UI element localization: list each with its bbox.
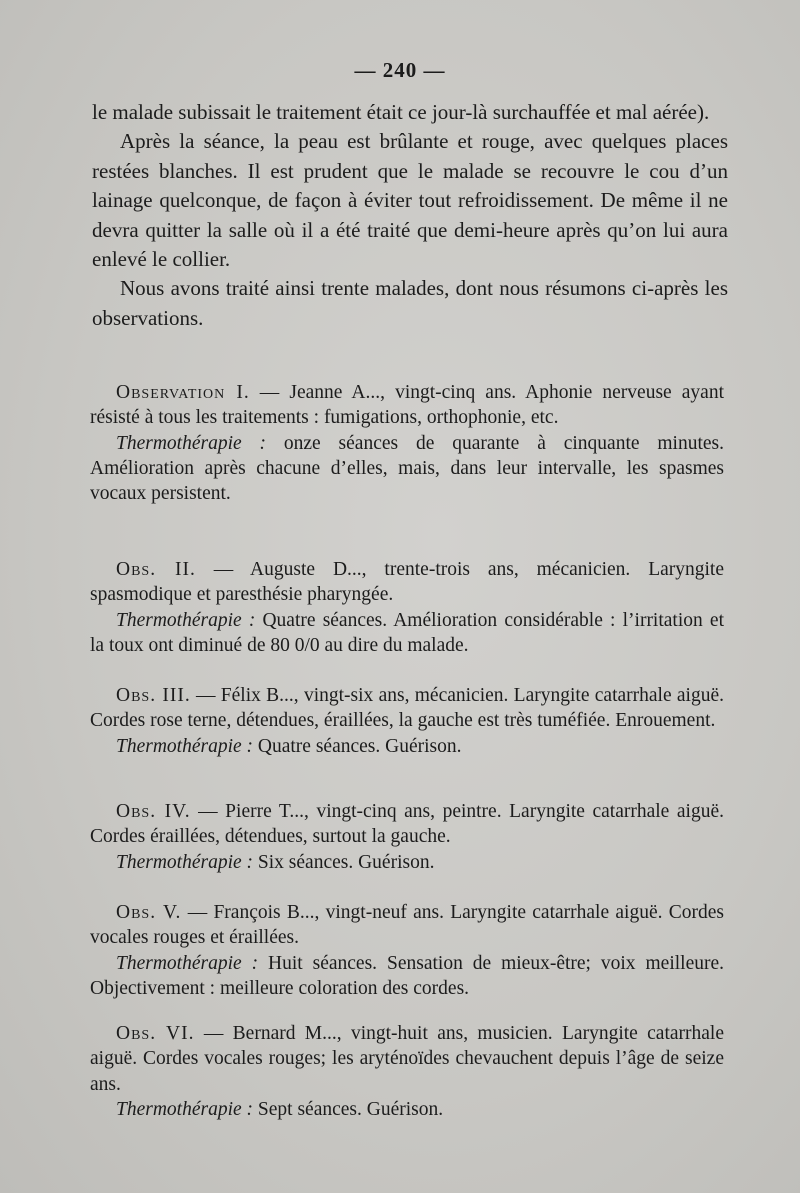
observation-4-therapy-text: Six séances. Guérison. — [253, 851, 435, 873]
observation-2-heading: Obs. II. — [116, 559, 196, 580]
observation-4-therapy — [90, 850, 724, 875]
page-number: — 240 — — [354, 58, 446, 82]
observation-2-therapy — [90, 608, 724, 659]
observation-6-therapy-text: Sept séances. Guérison. — [253, 1098, 444, 1120]
observation-5 — [90, 900, 724, 1001]
observation-1 — [90, 380, 724, 506]
intro-paragraph-3: Nous avons traité ainsi trente malades, dont nous résumons ci-après les observations. — [92, 276, 728, 330]
observation-1-heading: Observation I. — [116, 382, 250, 403]
observation-1-therapy — [90, 431, 724, 507]
observation-6-therapy — [90, 1097, 724, 1122]
observation-5-therapy — [90, 951, 724, 1002]
observation-2-text — [90, 557, 724, 608]
observation-5-text — [90, 900, 724, 951]
intro-paragraph-1: le malade subissait le traitement était ce jour-là surchauffée et mal aérée). — [92, 100, 710, 124]
observation-3-therapy — [90, 734, 724, 759]
observation-4-heading: Obs. IV. — [116, 801, 191, 822]
observation-1-therapy-label: Thermothérapie : — [116, 432, 267, 454]
observation-1-body: — Jeanne A..., vingt-cinq ans. Aphonie nerveuse ayant résisté à tous les traitements : fumigations, orthophonie, etc. — [90, 382, 724, 429]
observation-2-body: — Auguste D..., trente-trois ans, mécanicien. Laryngite spasmodique et paresthésie pharyngée. — [90, 559, 724, 606]
observation-4-body: — Pierre T..., vingt-cinq ans, peintre. Laryngite catarrhale aiguë. Cordes éraillées, détendues, surtout la gauche. — [90, 801, 724, 848]
observation-6 — [90, 1021, 724, 1122]
observation-2-therapy-text: Quatre séances. Amélioration considérable : l’irritation et la toux ont diminué de 80 0/0 au dire du malade. — [90, 609, 724, 656]
observation-4 — [90, 799, 724, 875]
observation-6-heading: Obs. VI. — [116, 1023, 195, 1044]
observation-2 — [90, 557, 724, 658]
observation-3-text — [90, 683, 724, 734]
observation-3 — [90, 683, 724, 759]
observation-5-heading: Obs. V. — [116, 902, 182, 923]
observation-5-therapy-label: Thermothérapie : — [116, 952, 259, 974]
observation-3-heading: Obs. III. — [116, 685, 191, 706]
observation-1-therapy-text: onze séances de quarante à cinquante minutes. Amélioration après chacune d’elles, mais, dans leur intervalle, les spasmes vocaux persistent. — [90, 432, 724, 505]
observation-3-therapy-label: Thermothérapie : — [116, 735, 254, 757]
observation-3-therapy-text: Quatre séances. Guérison. — [253, 735, 462, 757]
observation-6-body: — Bernard M..., vingt-huit ans, musicien. Laryngite catarrhale aiguë. Cordes vocales rouges; les aryténoïdes chevauchent depuis l’âge de seize ans. — [90, 1023, 724, 1095]
intro-text — [92, 98, 728, 333]
observation-2-therapy-label: Thermothérapie : — [116, 609, 256, 631]
observation-5-body: — François B..., vingt-neuf ans. Laryngite catarrhale aiguë. Cordes vocales rouges et éraillées. — [90, 902, 724, 949]
observation-1-text — [90, 380, 724, 431]
observation-4-text — [90, 799, 724, 850]
observation-3-body: — Félix B..., vingt-six ans, mécanicien. Laryngite catarrhale aiguë. Cordes rose terne, détendues, éraillées, la gauche est très tuméfiée. Enrouement. — [90, 685, 725, 732]
observation-4-therapy-label: Thermothérapie : — [116, 851, 254, 873]
observation-6-text — [90, 1021, 724, 1097]
intro-paragraph-2: Après la séance, la peau est brûlante et rouge, avec quelques places restées blanches. Il est prudent que le malade se recouvre le cou d’un lainage quelconque, de façon à éviter tout refroidissement. De même il ne devra quitter la salle où il a été traité que demi-heure après qu’on lui aura enlevé le collier. — [92, 129, 728, 272]
observation-6-therapy-label: Thermothérapie : — [116, 1098, 254, 1120]
observation-5-therapy-text: Huit séances. Sensation de mieux-être; voix meilleure. Objectivement : meilleure coloration des cordes. — [90, 952, 724, 999]
